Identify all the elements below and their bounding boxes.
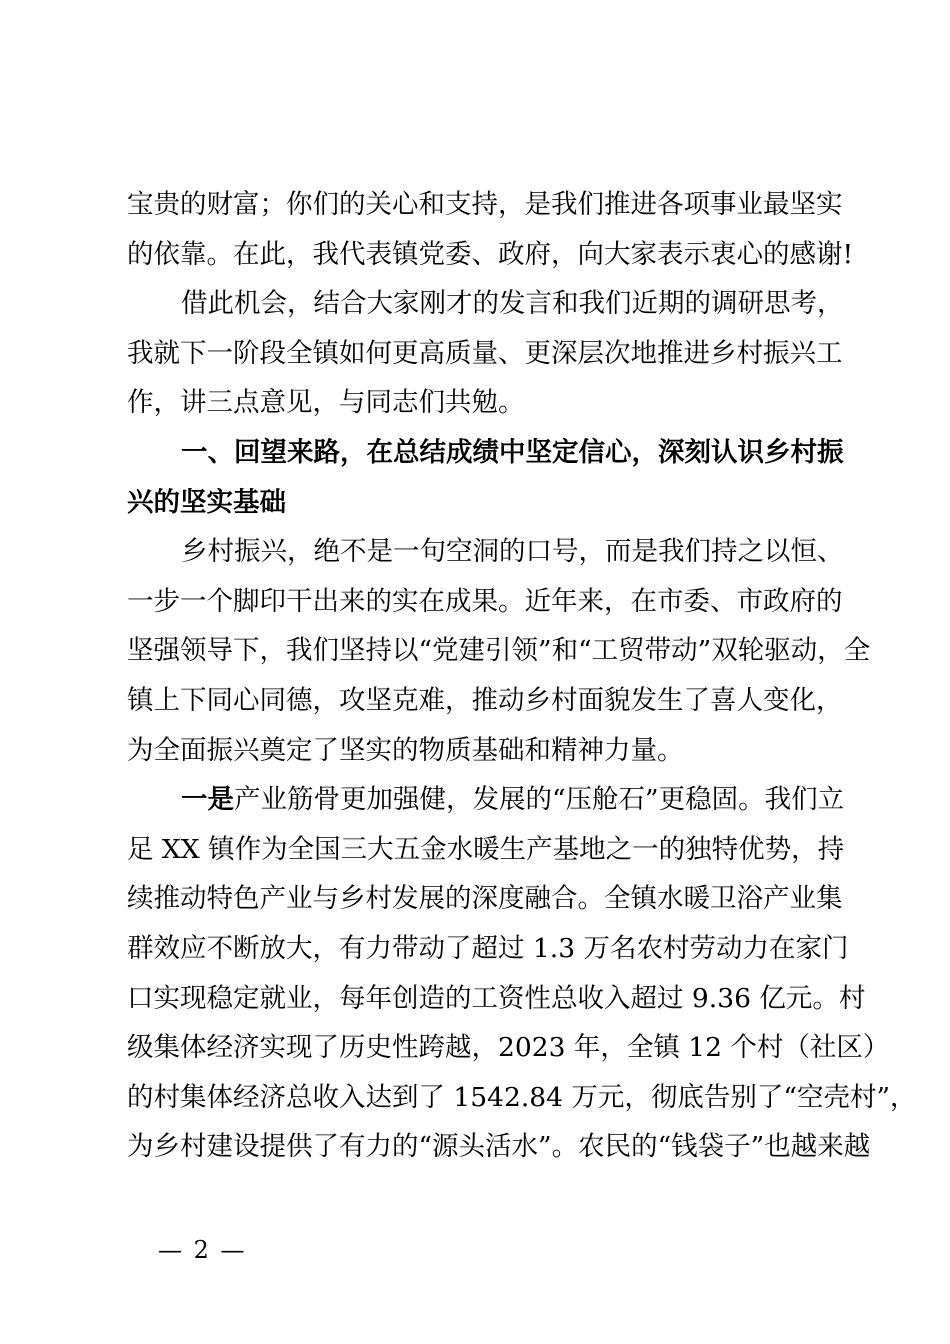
section-heading-line: 一、回望来路，在总结成绩中坚定信心，深刻认识乡村振: [181, 437, 844, 468]
page-number: — 2 —: [158, 1236, 247, 1264]
paragraph-line: 为乡村建设提供了有力的“源头活水”。农民的“钱袋子”也越来越: [127, 1131, 871, 1163]
paragraph-line: 群效应不断放大，有力带动了超过 1.3 万名农村劳动力在家门: [127, 933, 849, 964]
paragraph-line: 为全面振兴奠定了坚实的物质基础和精神力量。: [127, 734, 684, 766]
paragraph-line: 坚强领导下，我们坚持以“党建引领”和“工贸带动”双轮驱动，全: [127, 635, 871, 667]
paragraph-line: 的依靠。在此，我代表镇党委、政府，向大家表示衷心的感谢!: [127, 238, 854, 270]
paragraph-line: 的村集体经济总收入达到了 1542.84 万元，彻底告别了“空壳村”，: [127, 1081, 917, 1113]
paragraph-line: 宝贵的财富；你们的关心和支持，是我们推进各项事业最坚实: [127, 189, 843, 220]
line-text: 产业筋骨更加强健，发展的“压舱石”更稳固。我们立: [234, 784, 845, 816]
paragraph-line: 续推动特色产业与乡村发展的深度融合。全镇水暖卫浴产业集: [127, 883, 843, 915]
paragraph-line: 级集体经济实现了历史性跨越，2023 年，全镇 12 个村（社区）: [127, 1032, 890, 1064]
paragraph-line: [127, 782, 845, 818]
paragraph-line: 我就下一阶段全镇如何更高质量、更深层次地推进乡村振兴工: [127, 337, 843, 369]
paragraph-line: 口实现稳定就业，每年创造的工资性总收入超过 9.36 亿元。村: [127, 982, 866, 1014]
paragraph-line: 借此机会，结合大家刚才的发言和我们近期的调研思考，: [181, 288, 844, 320]
section-heading-line: 兴的坚实基础: [127, 486, 286, 518]
paragraph-line: 镇上下同心同德，攻坚克难，推动乡村面貌发生了喜人变化，: [127, 685, 843, 716]
paragraph-line: 作，讲三点意见，与同志们共勉。: [127, 387, 525, 419]
paragraph-line: 一步一个脚印干出来的实在成果。近年来，在市委、市政府的: [127, 585, 843, 617]
lead-label: 一是: [181, 784, 234, 816]
paragraph-line: 乡村振兴，绝不是一句空洞的口号，而是我们持之以恒、: [181, 536, 844, 568]
paragraph-line: 足 XX 镇作为全国三大五金水暖生产基地之一的独特优势，持: [127, 833, 845, 865]
